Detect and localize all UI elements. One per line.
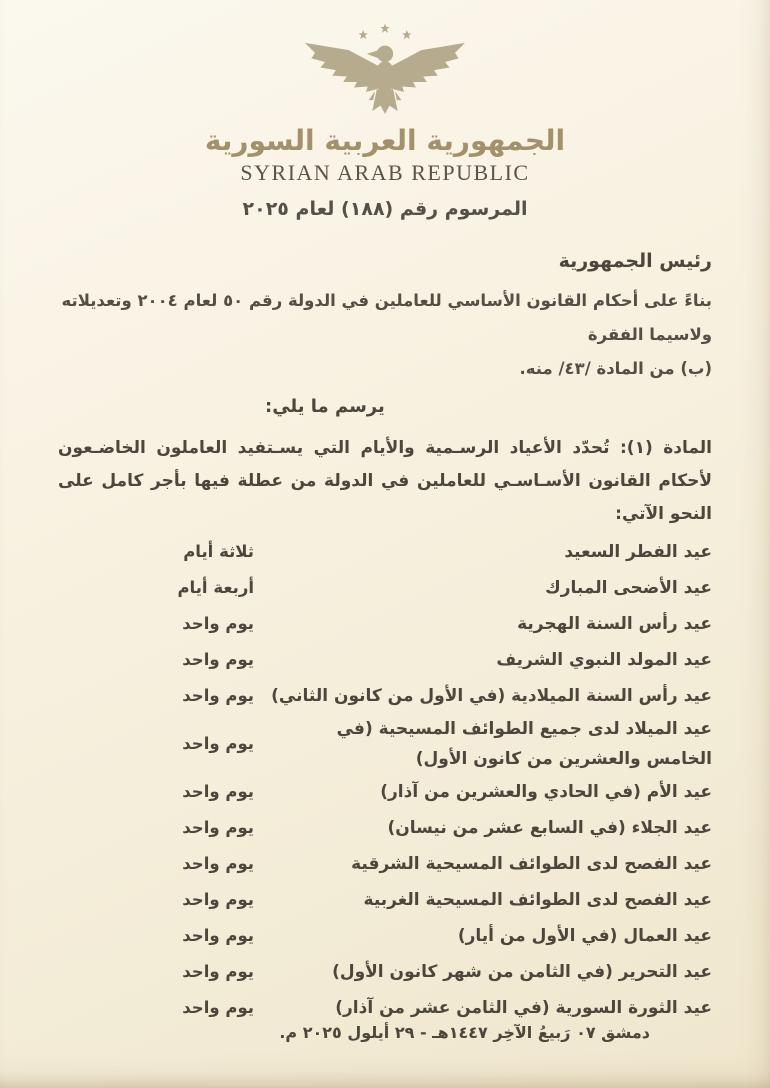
holiday-name: عيد رأس السنة الهجرية bbox=[517, 614, 712, 634]
holiday-duration: يوم واحد bbox=[182, 962, 254, 981]
holiday-name: عيد المولد النبوي الشريف bbox=[496, 650, 712, 670]
holiday-row bbox=[58, 642, 712, 678]
holiday-row bbox=[58, 846, 712, 882]
holiday-name: عيد الفصح لدى الطوائف المسيحية الشرقية bbox=[351, 854, 712, 874]
document-header bbox=[58, 20, 712, 223]
issuer-title: رئيس الجمهورية bbox=[558, 250, 712, 272]
holiday-duration: يوم واحد bbox=[182, 614, 254, 633]
holiday-duration: يوم واحد bbox=[182, 686, 254, 705]
holiday-duration: يوم واحد bbox=[182, 890, 254, 909]
holiday-row bbox=[58, 882, 712, 918]
holiday-row bbox=[58, 990, 712, 1026]
holiday-duration: يوم واحد bbox=[182, 782, 254, 801]
holiday-name: عيد الفصح لدى الطوائف المسيحية الغربية bbox=[363, 890, 712, 910]
article-1-text: تُحدّد الأعياد الرسـمية والأيام التي يسـتفيد العاملون الخاضـعون لأحكام القانون الأسـاسـي للعاملين في الدولة من عطلة فيها بأجر كامل على النحو الآتي: bbox=[58, 438, 712, 524]
holiday-row bbox=[58, 918, 712, 954]
holiday-table bbox=[58, 534, 712, 1026]
holiday-duration: يوم واحد bbox=[182, 650, 254, 669]
holiday-row bbox=[58, 774, 712, 810]
decree-number-title: المرسوم رقم (١٨٨) لعام ٢٠٢٥ bbox=[242, 198, 528, 220]
holiday-name: عيد التحرير (في الثامن من شهر كانون الأول) bbox=[332, 962, 712, 982]
holiday-row bbox=[58, 534, 712, 570]
holiday-duration: يوم واحد bbox=[182, 926, 254, 945]
holiday-duration: يوم واحد bbox=[182, 998, 254, 1017]
holiday-row bbox=[58, 810, 712, 846]
holiday-row bbox=[58, 714, 712, 774]
article-1-label: المادة (١): bbox=[620, 438, 712, 458]
holiday-duration: يوم واحد bbox=[182, 854, 254, 873]
three-stars-icon bbox=[359, 24, 412, 40]
holiday-row bbox=[58, 606, 712, 642]
dateline: دمشق ٠٧ رَبيعُ الآخِر ١٤٤٧هـ - ٢٩ أيلول ٢٠٢٥ م. bbox=[279, 1023, 650, 1042]
holiday-name: عيد الأم (في الحادي والعشرين من آذار) bbox=[380, 782, 712, 802]
article-1-paragraph bbox=[58, 432, 712, 531]
holiday-row bbox=[58, 570, 712, 606]
state-name-arabic: الجمهورية العربية السورية bbox=[204, 124, 566, 157]
holiday-name: عيد الأضحى المبارك bbox=[545, 578, 712, 598]
holiday-duration: يوم واحد bbox=[182, 818, 254, 837]
holiday-duration: ثلاثة أيام bbox=[183, 542, 254, 561]
holiday-name: عيد الجلاء (في السابع عشر من نيسان) bbox=[387, 818, 712, 838]
holiday-name: عيد الثورة السورية (في الثامن عشر من آذار) bbox=[335, 998, 712, 1018]
holiday-duration: أربعة أيام bbox=[177, 578, 254, 597]
enactment-clause: يرسم ما يلي: bbox=[265, 396, 385, 417]
holiday-duration: يوم واحد bbox=[182, 734, 254, 753]
state-name-english: SYRIAN ARAB REPUBLIC bbox=[240, 160, 530, 185]
syrian-eagle-emblem-icon bbox=[285, 20, 485, 124]
preamble-line-1: بناءً على أحكام القانون الأساسي للعاملين في الدولة رقم ٥٠ لعام ٢٠٠٤ وتعديلاته ولاسيما الفقرة bbox=[61, 291, 712, 344]
holiday-row bbox=[58, 954, 712, 990]
holiday-row bbox=[58, 678, 712, 714]
holiday-name: عيد الميلاد لدى جميع الطوائف المسيحية (في الخامس والعشرين من كانون الأول) bbox=[336, 719, 712, 769]
preamble-line-2: (ب) من المادة /٤٣/ منه. bbox=[519, 359, 712, 378]
preamble bbox=[58, 284, 712, 386]
holiday-name: عيد الفطر السعيد bbox=[564, 542, 712, 562]
holiday-name: عيد العمال (في الأول من أيار) bbox=[457, 926, 712, 946]
holiday-name: عيد رأس السنة الميلادية (في الأول من كانون الثاني) bbox=[271, 686, 712, 706]
